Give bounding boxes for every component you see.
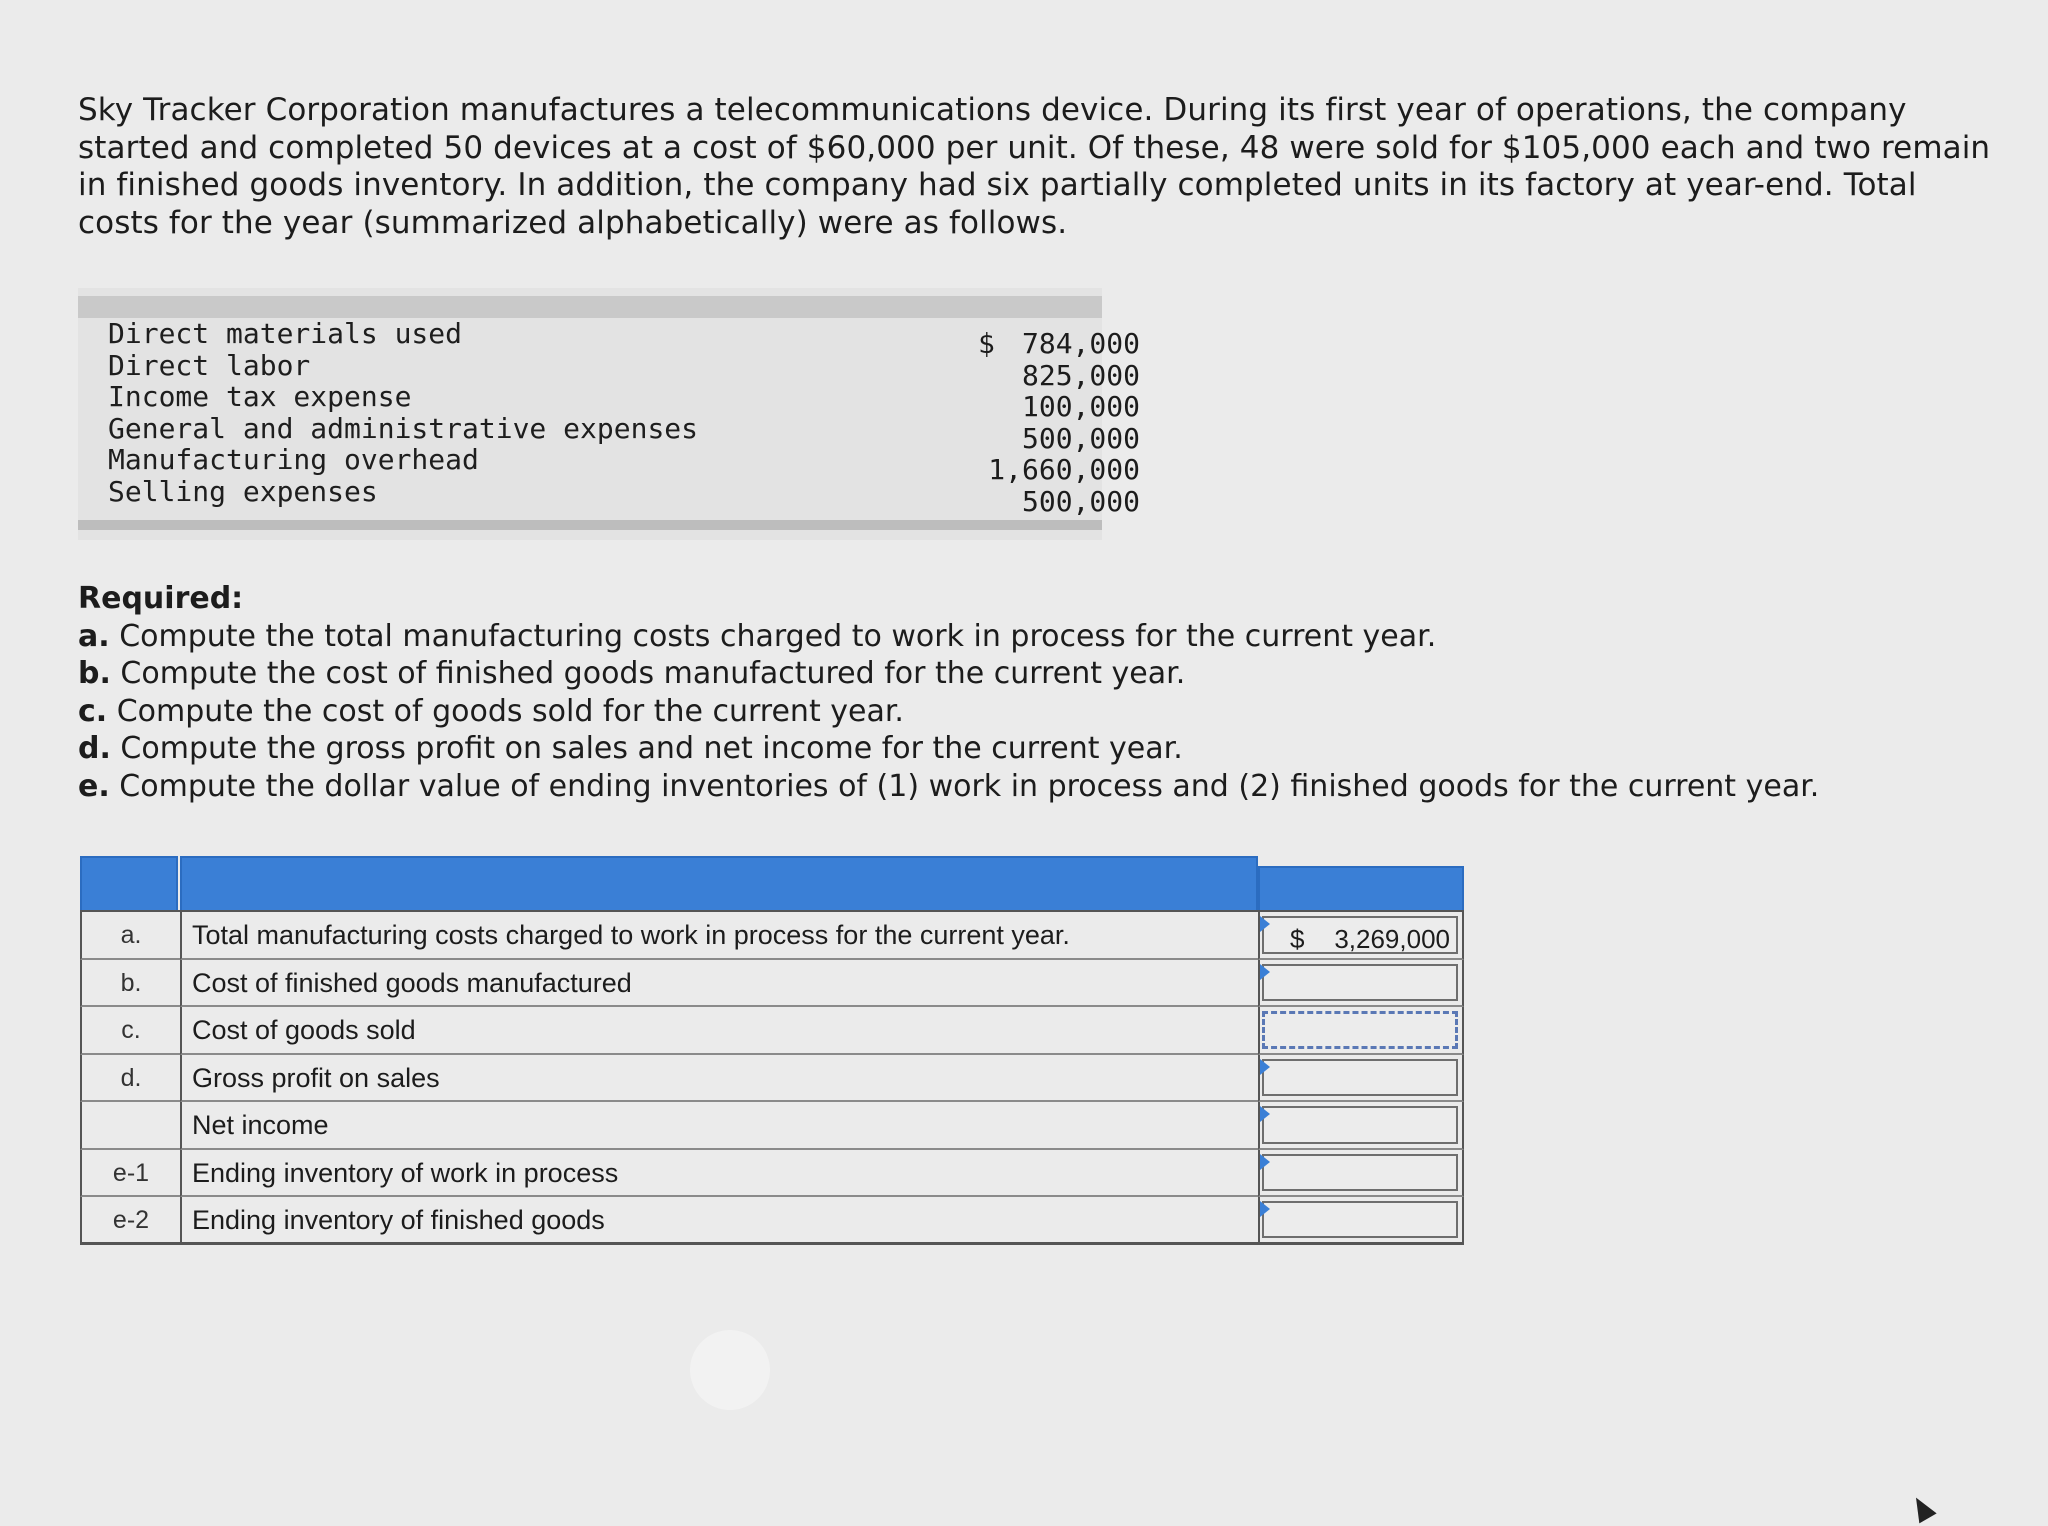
row-label: Net income [180,1102,1258,1150]
cost-amount: 500,000 [1021,421,1140,455]
answer-row-d-net [80,1102,1464,1150]
cost-table-header [78,296,1102,318]
required-item-text: Compute the total manufacturing costs charged to work in process for the current year. [119,618,1437,654]
row-label: Total manufacturing costs charged to work in process for the current year. [180,912,1258,960]
row-label: Cost of finished goods manufactured [180,960,1258,1008]
problem-intro: Sky Tracker Corporation manufactures a telecommunications device. During its first year of operations, the company started and completed 50 devices at a cost of $60,000 per unit. Of these, 48 were sold for $105,000 each and two remain in finished goods inventory. In addition, the company had six partially completed units in its factory at year-end. Total costs for the year (summarized alphabetically) were as follows. [78,92,1991,241]
answer-cell [1258,960,1464,1008]
required-section [78,580,1978,805]
answer-input-e2[interactable] [1262,1201,1458,1238]
mouse-cursor-icon [1907,1493,1936,1524]
row-key: d. [80,1055,180,1103]
row-label: Ending inventory of finished goods [180,1197,1258,1245]
answer-cell [1258,1102,1464,1150]
input-marker-icon [1260,1106,1270,1122]
required-item-text: Compute the cost of finished goods manufactured for the current year. [120,656,1186,691]
cost-row [78,443,1140,486]
cost-row [78,380,1140,423]
answer-row-b [80,960,1464,1008]
required-item-key: d. [78,731,111,766]
cost-label: Direct labor [108,348,311,382]
cost-amount: 784,000 [1021,327,1140,360]
row-key: b. [80,960,180,1008]
answer-row-c [80,1007,1464,1055]
cost-row [78,348,1140,392]
answer-input-e1[interactable] [1262,1154,1458,1192]
required-item-key: e. [78,768,110,804]
answer-value: 3,269,000 [1334,924,1450,954]
row-label: Ending inventory of work in process [180,1150,1258,1198]
cost-table-footer [78,520,1102,530]
answer-cell [1258,1055,1464,1103]
currency-symbol: $ [1290,924,1305,954]
cost-label: Manufacturing overhead [108,443,479,476]
answer-row-e2 [80,1197,1464,1245]
cost-table [78,288,1140,540]
cost-row [78,317,1140,360]
answer-input-c[interactable] [1262,1011,1458,1049]
required-item-key: b. [78,656,111,691]
answer-cell [1258,1007,1464,1055]
answer-cell [1258,1150,1464,1198]
input-marker-icon [1260,1154,1270,1170]
required-item-text: Compute the dollar value of ending inventories of (1) work in process and (2) finished goods for the current year. [119,768,1820,804]
row-key: e-2 [80,1197,180,1245]
answer-input-a[interactable] [1262,916,1458,954]
cost-row [78,474,1140,518]
cost-amount: 100,000 [1021,390,1140,423]
answer-row-a [80,912,1464,960]
required-item [78,768,1978,806]
header-cell-label [180,856,1258,912]
row-key [80,1102,180,1150]
cost-amount-cell [900,486,1140,518]
cost-label: Selling expenses [108,474,378,508]
answer-table-body [80,912,1464,1245]
cost-label: Income tax expense [108,380,412,413]
required-item-text: Compute the cost of goods sold for the current year. [116,693,904,729]
required-item [78,730,1978,768]
required-item [78,655,1978,693]
header-cell-key [80,856,178,912]
row-key: a. [80,912,180,960]
row-key: c. [80,1007,180,1055]
answer-cell [1258,912,1464,960]
required-item-text: Compute the gross profit on sales and net income for the current year. [120,731,1183,766]
answer-row-d [80,1055,1464,1103]
row-label: Cost of goods sold [180,1007,1258,1055]
currency-symbol: $ [978,327,995,360]
input-marker-icon [1260,916,1270,932]
cost-amount: 1,660,000 [988,453,1140,486]
answer-input-b[interactable] [1262,964,1458,1002]
cost-label: Direct materials used [108,317,463,350]
row-key: e-1 [80,1150,180,1198]
header-cell-value [1258,866,1464,912]
answer-row-e1 [80,1150,1464,1198]
input-marker-icon [1260,964,1270,980]
required-item [78,693,1978,731]
answer-input-d-net[interactable] [1262,1106,1458,1144]
cost-amount: 500,000 [1021,484,1140,518]
required-item-key: c. [78,693,108,729]
cost-rows [78,317,1140,518]
required-item [78,618,1978,656]
cost-amount: 825,000 [1021,358,1140,392]
screen-glare [690,1330,770,1410]
cost-label: General and administrative expenses [108,411,699,445]
answer-table-header [80,856,1380,912]
answer-input-d-gross[interactable] [1262,1059,1458,1097]
input-marker-icon [1260,1059,1270,1075]
cost-row [78,411,1140,455]
answer-cell [1258,1197,1464,1245]
input-marker-icon [1260,1201,1270,1217]
required-title: Required: [78,581,244,616]
required-item-key: a. [78,618,110,654]
row-label: Gross profit on sales [180,1055,1258,1103]
